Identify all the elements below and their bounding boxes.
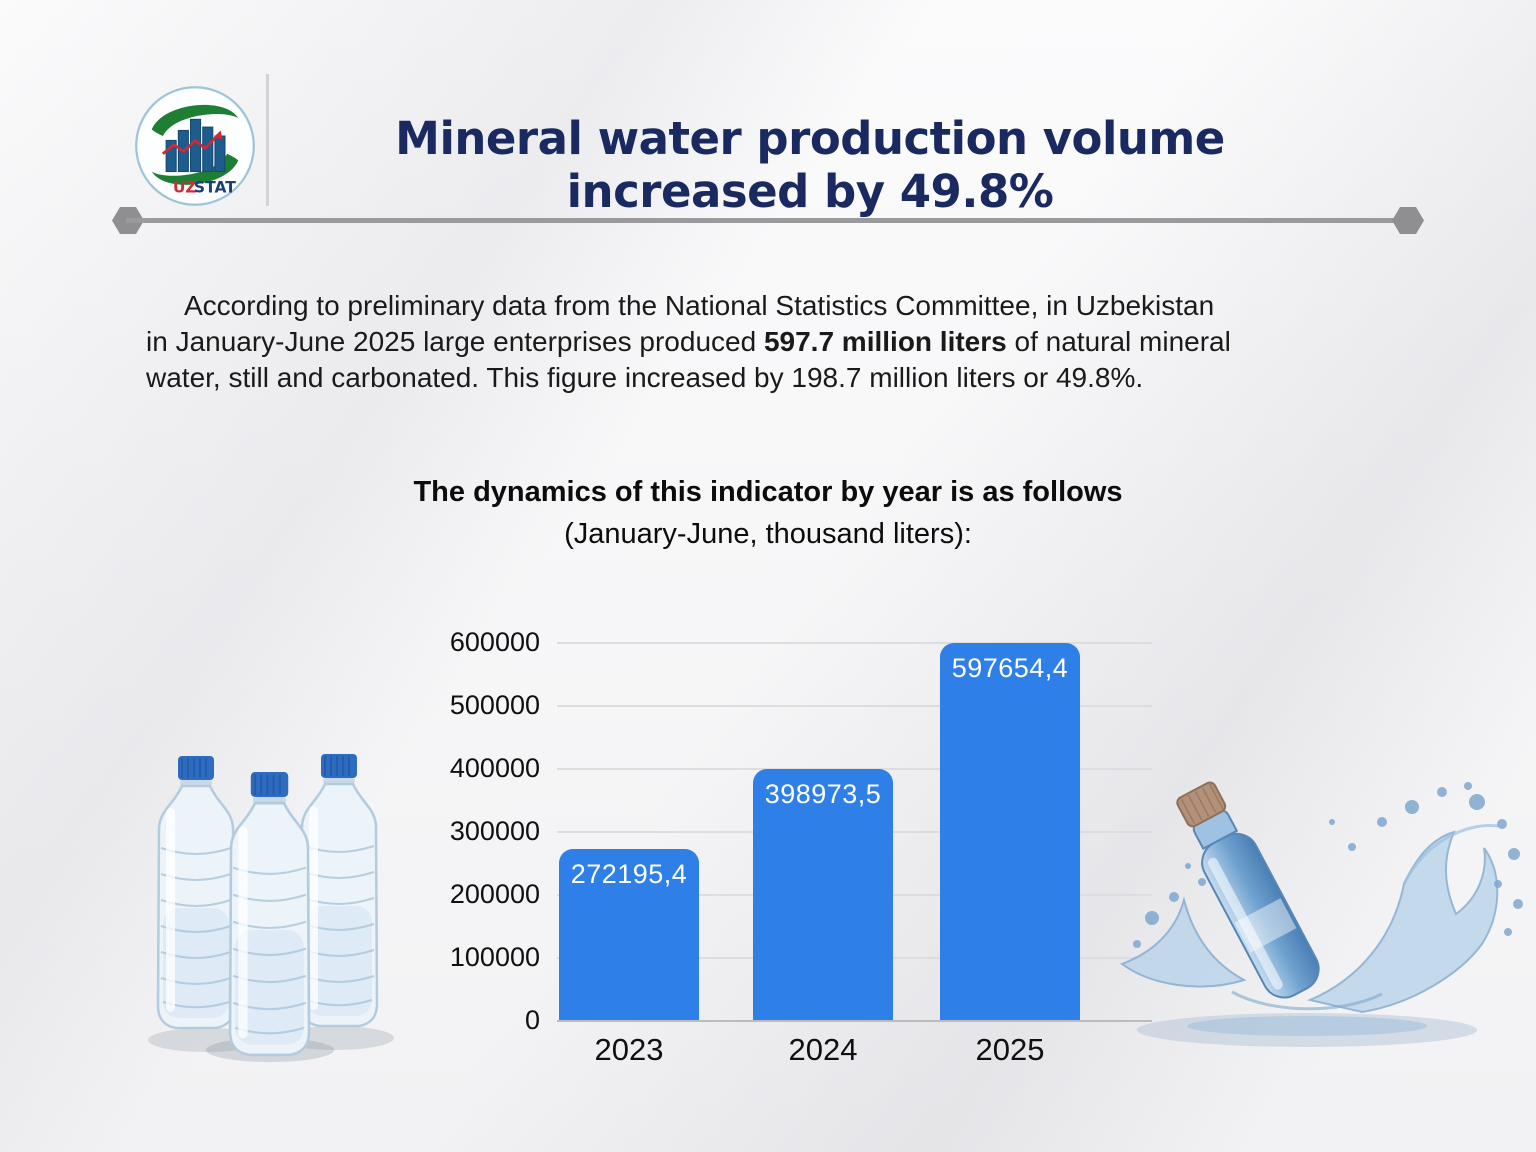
hexagon-endcap-right [1392,207,1424,234]
x-axis-tick-label: 2024 [788,1032,858,1067]
logo-text-uz: UZ [172,178,197,197]
uzstat-logo-graphic [134,84,256,208]
header-vertical-divider [266,74,269,206]
bar-value-label: 272195,4 [570,858,688,889]
header-rule [112,206,1424,235]
chart-title: The dynamics of this indicator by year is as follows [413,476,1123,508]
water-bottles-image [136,740,404,1062]
chart-title-block [348,476,1188,551]
y-axis-tick-label: 300000 [449,816,540,846]
bar [559,849,699,1020]
bar [753,769,893,1020]
x-axis-tick-label: 2023 [594,1032,664,1067]
bar-chart [430,618,1170,1108]
bar-value-label: 398973,5 [764,778,882,809]
intro-line1: According to preliminary data from the National Statistics Committee, in Uzbekistan [184,290,1215,321]
x-axis-line [557,1020,1152,1022]
intro-line3: water, still and carbonated. This figure increased by 198.7 million liters or 49.8%. [146,362,1144,393]
intro-line2 [146,324,1398,360]
uzstat-logo [134,84,256,208]
y-axis-tick-label: 100000 [449,942,540,972]
page-title [270,112,1350,218]
logo-text-stat: STAT [193,178,236,197]
y-axis-tick-label: 500000 [449,690,540,720]
page-title-line2: increased by 49.8% [566,165,1054,219]
water-bottles-graphic [136,740,404,1062]
y-axis-tick-label: 200000 [449,879,540,909]
intro-line2-before: in January-June 2025 large enterprises produced [146,326,764,357]
y-axis-tick-label: 0 [524,1005,540,1035]
page-title-line1: Mineral water production volume [395,112,1225,166]
intro-line2-after: of natural mineral [1006,326,1231,357]
bottle-splash-graphic [1082,762,1534,1064]
intro-paragraph [146,288,1398,396]
rule-line [126,218,1410,223]
y-axis-tick-label: 400000 [449,753,540,783]
y-axis-tick-label: 600000 [449,627,540,657]
bar [940,643,1080,1020]
x-axis-tick-label: 2025 [975,1032,1045,1067]
bottle-splash-image [1082,762,1534,1064]
bar-value-label: 597654,4 [951,653,1069,684]
chart-subtitle: (January-June, thousand liters): [564,518,972,550]
intro-line2-bold: 597.7 million liters [763,326,1007,357]
